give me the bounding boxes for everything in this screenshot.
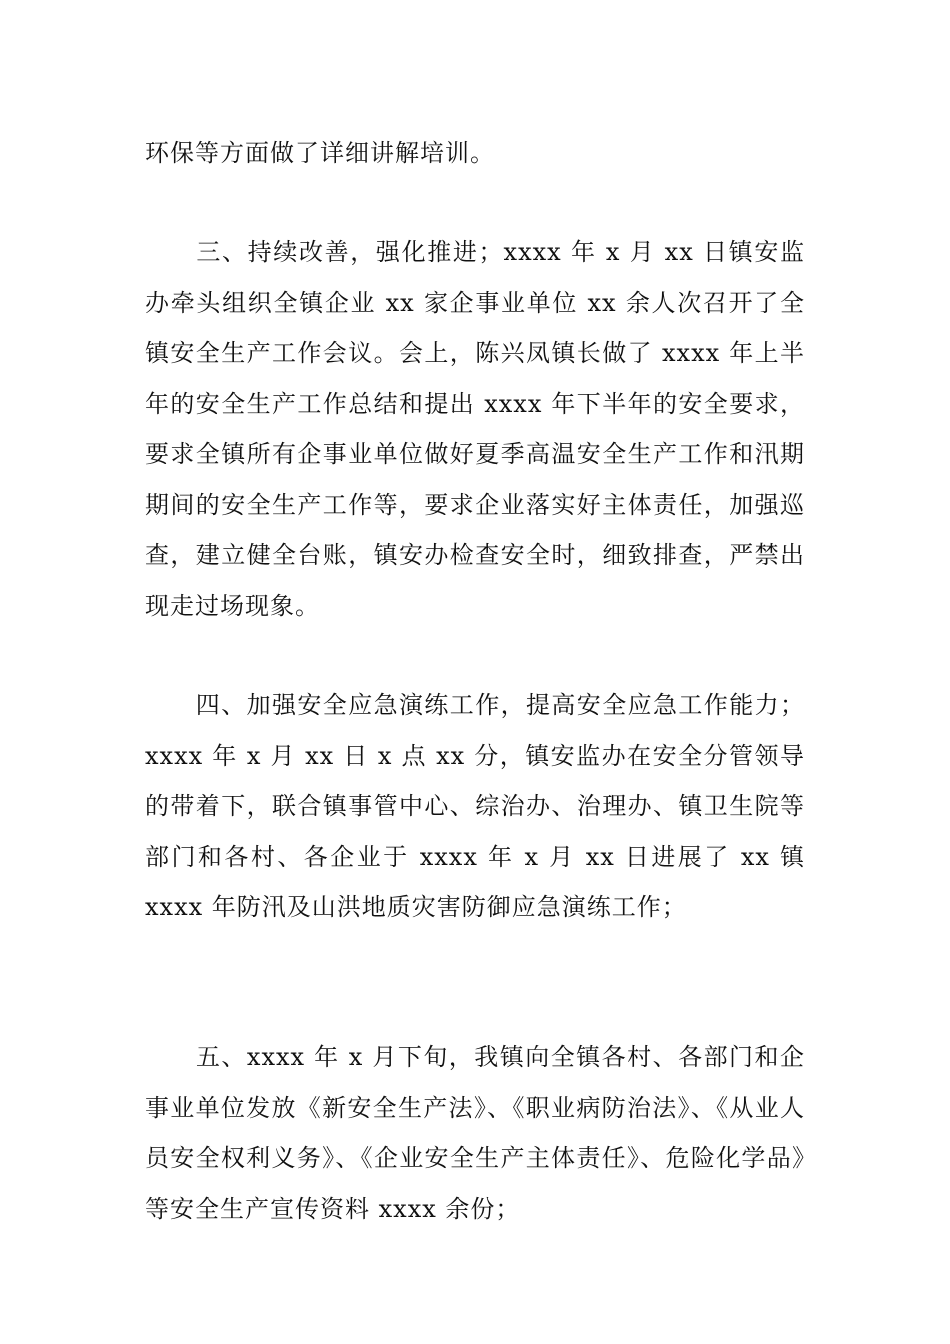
paragraph-section-five: 五、xxxx 年 x 月下旬，我镇向全镇各村、各部门和企事业单位发放《新安全生产法》、《职业病防治法》、《从业人员安全权利义务》、《企业安全生产主体责任》、危险化学品》等安全生产宣传资料 xxxx 余份； xyxy=(145,1043,805,1223)
paragraph-section-four: 四、加强安全应急演练工作，提高安全应急工作能力；xxxx 年 x 月 xx 日 x 点 xx 分，镇安监办在安全分管领导的带着下，联合镇事管中心、综治办、治理办、镇卫生院等部门和各村、各企业于 xxxx 年 x 月 xx 日进展了 xx 镇 xxxx 年防汛及山洪地质灾害防御应急演练工作； xyxy=(145,691,814,921)
paragraph-continuation: 环保等方面做了详细讲解培训。 xyxy=(145,139,495,167)
paragraph-section-three: 三、持续改善，强化推进；xxxx 年 x 月 xx 日镇安监办牵头组织全镇企业 xx 家企事业单位 xx 余人次召开了全镇安全生产工作会议。会上，陈兴凤镇长做了 xxxx 年上半年的安全生产工作总结和提出 xxxx 年下半年的安全要求，要求全镇所有企事业单位做好夏季高温安全生产工作和汛期期间的安全生产工作等，要求企业落实好主体责任，加强巡查，建立健全台账，镇安办检查安全时，细致排查，严禁出现走过场现象。 xyxy=(145,238,805,620)
